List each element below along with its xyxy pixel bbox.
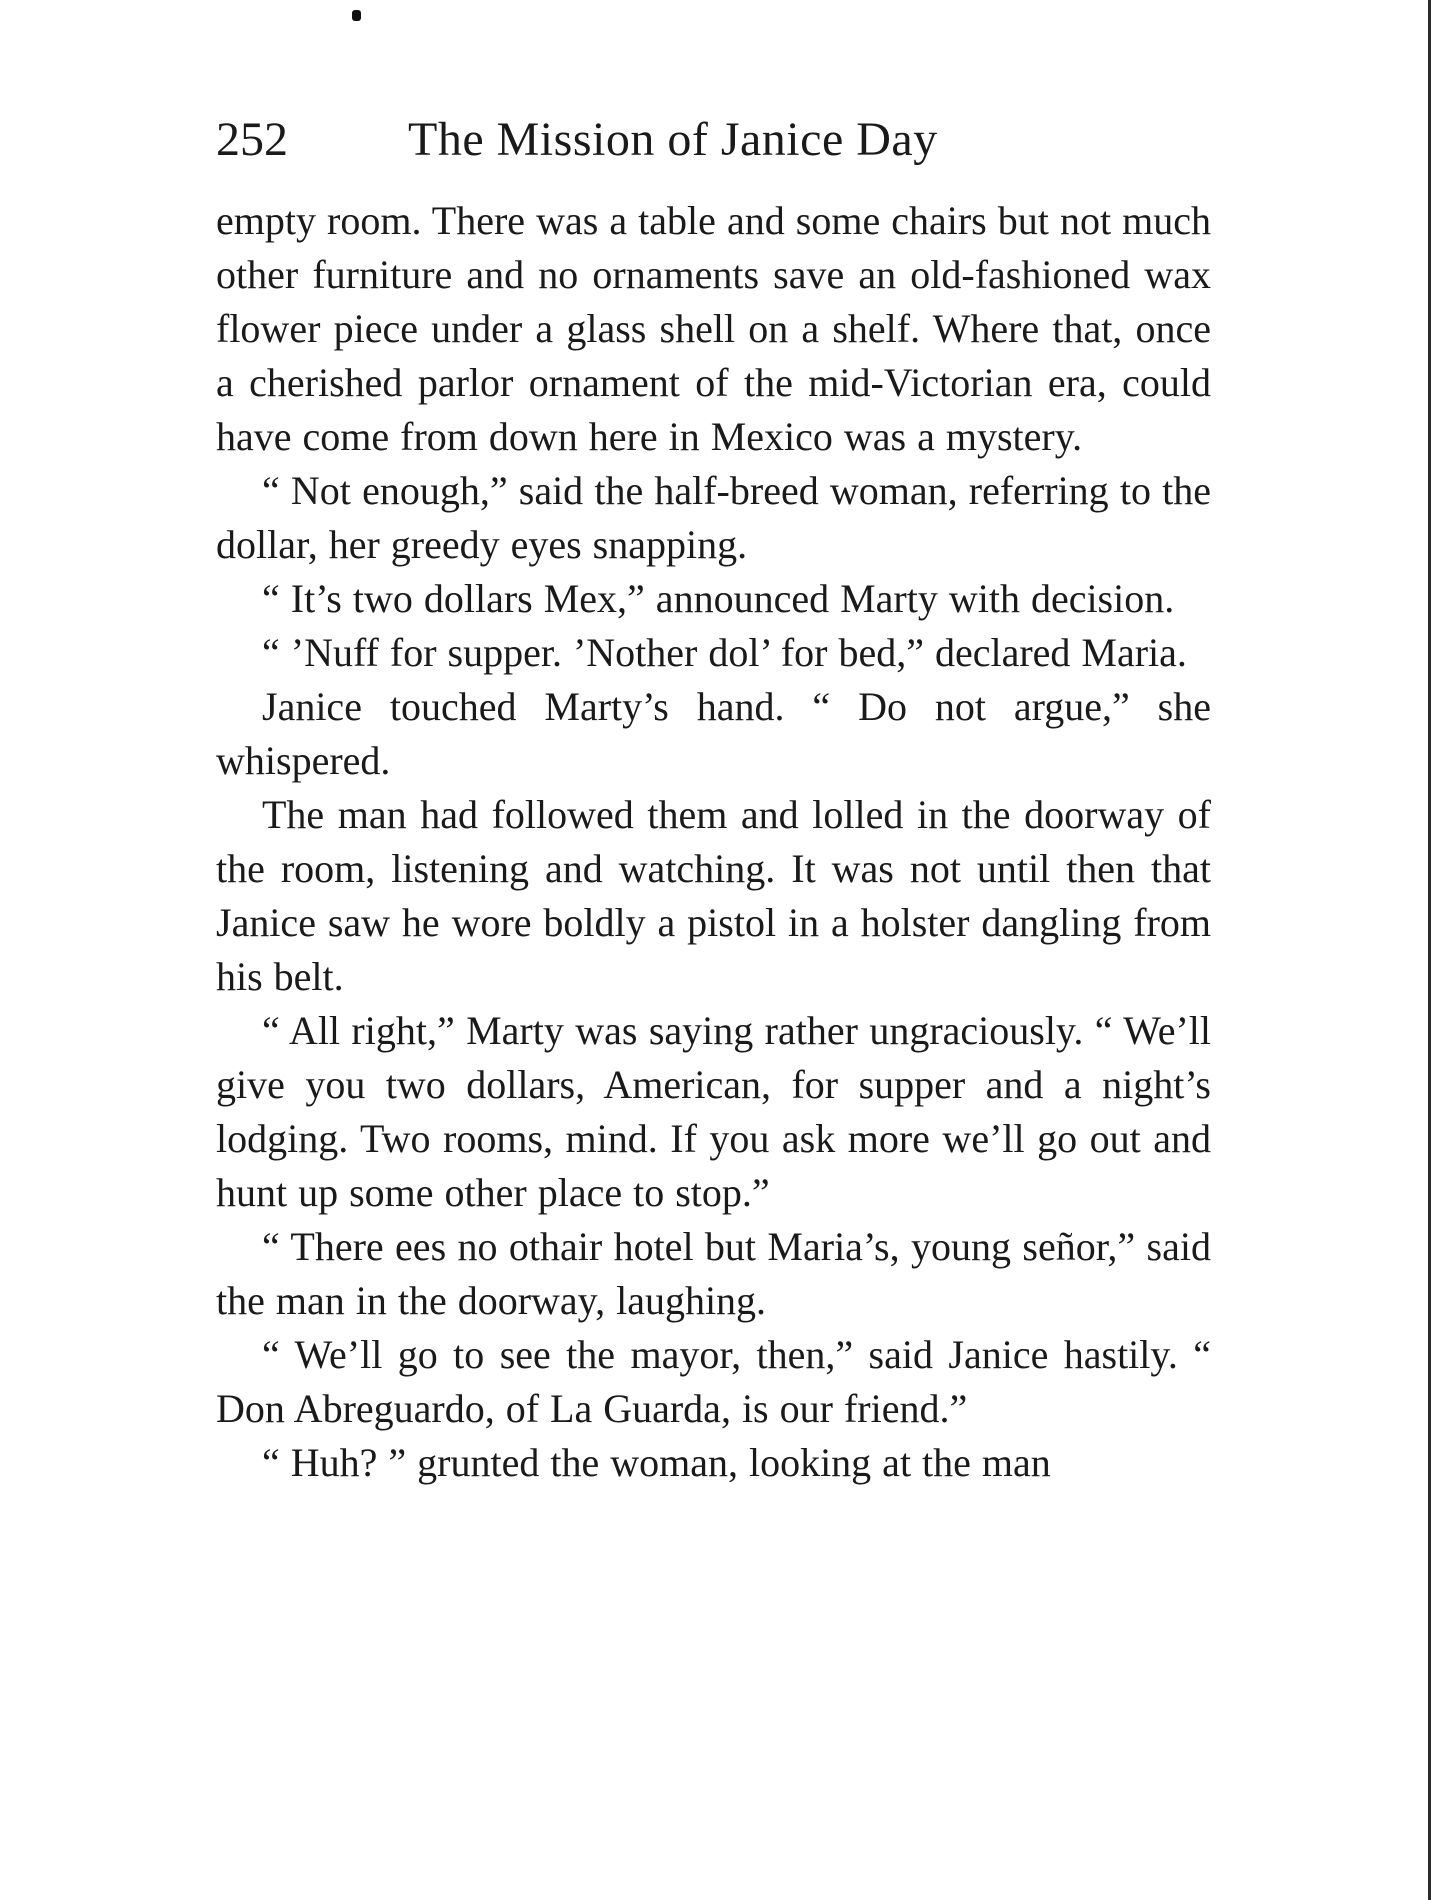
paragraph: “ We’ll go to see the mayor, then,” said Janice hastily. “ Don Abreguardo, of La Guarda, is our friend.”: [216, 1332, 1211, 1431]
paragraph: The man had followed them and lolled in the doorway of the room, listening and watching. It was not until then that Janice saw he wore boldly a pistol in a holster dangling from his belt.: [216, 792, 1211, 999]
paragraph: “ ’Nuff for supper. ’Nother dol’ for bed,” declared Maria.: [262, 630, 1187, 675]
paragraph: empty room. There was a table and some chairs but not much other furniture and no ornaments save an old-fashioned wax flower piece under a glass shell on a shelf. Where that, once a cherished parlor ornament of the mid-Victorian era, could have come from down here in Mexico was a mystery.: [216, 198, 1211, 459]
page-header: [216, 105, 1211, 175]
paragraph: “ It’s two dollars Mex,” announced Marty with decision.: [262, 576, 1175, 621]
paragraph: Janice touched Marty’s hand. “ Do not argue,” she whispered.: [216, 684, 1211, 783]
running-title: The Mission of Janice Day: [408, 113, 938, 166]
ink-speck: [352, 10, 361, 21]
page-edge-rule: [1428, 0, 1431, 1900]
page-number: 252: [216, 113, 288, 166]
paragraph: “ Huh? ” grunted the woman, looking at the man: [262, 1440, 1051, 1485]
paragraph: “ All right,” Marty was saying rather ungraciously. “ We’ll give you two dollars, American, for supper and a night’s lodging. Two rooms, mind. If you ask more we’ll go out and hunt up some other place to stop.”: [216, 1008, 1211, 1215]
body-text: [216, 194, 1211, 1490]
paragraph: “ Not enough,” said the half-breed woman, referring to the dollar, her greedy eyes snapping.: [216, 468, 1211, 567]
paragraph: “ There ees no othair hotel but Maria’s, young señor,” said the man in the doorway, laughing.: [216, 1224, 1211, 1323]
